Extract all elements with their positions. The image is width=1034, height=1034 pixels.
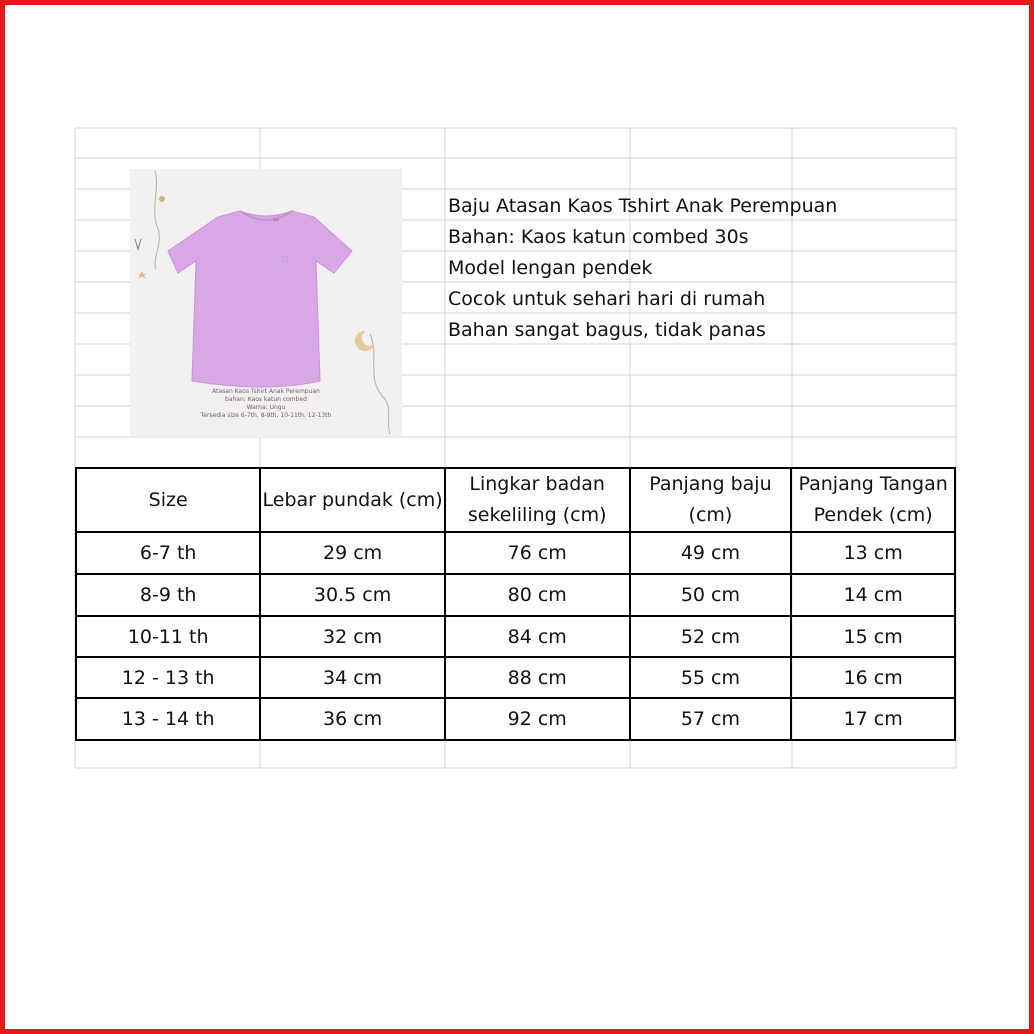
cell-chest: 92 cm xyxy=(445,698,630,740)
cell-sleeve: 15 cm xyxy=(791,616,955,657)
cell-sleeve: 17 cm xyxy=(791,698,955,740)
table-row xyxy=(76,657,955,698)
cell-shoulder: 36 cm xyxy=(260,698,444,740)
size-chart-table xyxy=(75,467,956,741)
cell-length: 57 cm xyxy=(630,698,792,740)
header-body-length: Panjang baju (cm) xyxy=(630,468,792,532)
description-line-model: Model lengan pendek xyxy=(448,257,653,279)
table-header-row xyxy=(76,468,955,532)
table-row xyxy=(76,616,955,657)
cell-size: 10-11 th xyxy=(76,616,260,657)
cell-chest: 76 cm xyxy=(445,532,630,574)
caption-line: Atasan Kaos Tshirt Anak Perempuan xyxy=(212,388,320,395)
cell-sleeve: 14 cm xyxy=(791,574,955,616)
table-row xyxy=(76,532,955,574)
cell-length: 52 cm xyxy=(630,616,792,657)
header-shoulder-width: Lebar pundak (cm) xyxy=(260,468,444,532)
header-sleeve-length: Panjang Tangan Pendek (cm) xyxy=(791,468,955,532)
table-row xyxy=(76,574,955,616)
caption-line: bahan: Kaos katun combed xyxy=(225,396,307,403)
table-row xyxy=(76,698,955,740)
description-line-title: Baju Atasan Kaos Tshirt Anak Perempuan xyxy=(448,195,838,217)
photo-caption xyxy=(130,388,402,420)
cell-length: 50 cm xyxy=(630,574,792,616)
cell-length: 55 cm xyxy=(630,657,792,698)
cell-chest: 88 cm xyxy=(445,657,630,698)
cell-shoulder: 30.5 cm xyxy=(260,574,444,616)
cell-chest: 84 cm xyxy=(445,616,630,657)
cell-chest: 80 cm xyxy=(445,574,630,616)
description-line-quality: Bahan sangat bagus, tidak panas xyxy=(448,319,766,341)
cell-shoulder: 34 cm xyxy=(260,657,444,698)
cell-sleeve: 13 cm xyxy=(791,532,955,574)
cell-length: 49 cm xyxy=(630,532,792,574)
cell-sleeve: 16 cm xyxy=(791,657,955,698)
caption-line: Warna: Ungu xyxy=(246,404,286,411)
header-chest-circumference: Lingkar badan sekeliling (cm) xyxy=(445,468,630,532)
caption-line: Tersedia size 6-7th, 8-9th, 10-11th, 12-13th xyxy=(200,412,332,419)
product-photo xyxy=(130,169,402,437)
cell-shoulder: 32 cm xyxy=(260,616,444,657)
cell-shoulder: 29 cm xyxy=(260,532,444,574)
cell-size: 13 - 14 th xyxy=(76,698,260,740)
cell-size: 6-7 th xyxy=(76,532,260,574)
header-size: Size xyxy=(76,468,260,532)
cell-size: 8-9 th xyxy=(76,574,260,616)
description-line-material: Bahan: Kaos katun combed 30s xyxy=(448,226,749,248)
cell-size: 12 - 13 th xyxy=(76,657,260,698)
description-line-use: Cocok untuk sehari hari di rumah xyxy=(448,288,766,310)
